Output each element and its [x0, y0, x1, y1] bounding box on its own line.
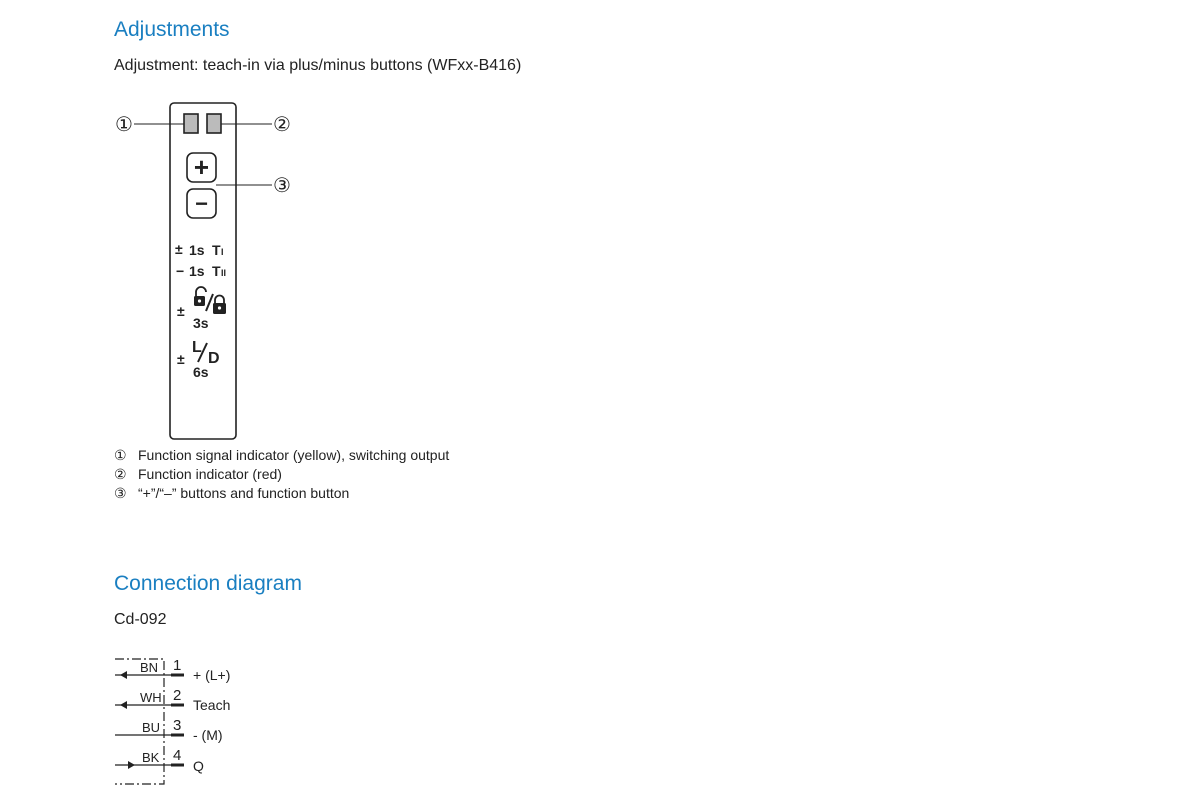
- connection-diagram: [110, 650, 250, 790]
- minus-button-label: −: [195, 191, 208, 216]
- ld-sign: ±: [177, 351, 185, 367]
- pin-signal: + (L+): [193, 667, 231, 683]
- arrow-in-icon: [128, 761, 135, 769]
- pin-signal: Q: [193, 758, 204, 774]
- callout-3: ③: [273, 175, 291, 197]
- wire-color: WH: [140, 690, 162, 705]
- legend-text: Function indicator (red): [138, 466, 282, 482]
- arrow-out-icon: [120, 701, 127, 709]
- pin-signal: Teach: [193, 697, 231, 713]
- teach-line-2-sign: −: [176, 263, 185, 279]
- device-diagram: [110, 95, 310, 445]
- callout-1: ①: [115, 114, 133, 136]
- legend-item: [114, 446, 449, 465]
- indicator-legend: [114, 446, 449, 503]
- ld-dark-label: D: [208, 350, 220, 367]
- function-led-indicator: [207, 114, 221, 133]
- connection-code: Cd-092: [114, 611, 167, 628]
- wire-color: BK: [142, 750, 160, 765]
- lock-time: 3s: [193, 315, 209, 331]
- ld-time: 6s: [193, 364, 209, 380]
- signal-led-indicator: [184, 114, 198, 133]
- legend-text: Function signal indicator (yellow), switching output: [138, 447, 450, 463]
- lock-sign: ±: [177, 303, 185, 319]
- legend-number: ③: [114, 485, 127, 501]
- legend-number: ②: [114, 466, 127, 482]
- pin-number: 3: [173, 717, 182, 734]
- plus-button-label: +: [193, 152, 210, 182]
- pin-signal: - (M): [193, 727, 223, 743]
- legend-number: ①: [114, 447, 127, 463]
- teach-line-1-sub: I: [221, 247, 224, 257]
- adjustments-subtitle: Adjustment: teach-in via plus/minus buttons (WFxx-B416): [114, 57, 522, 74]
- pin-number: 4: [173, 747, 182, 764]
- legend-text: “+”/“–” buttons and function button: [138, 485, 350, 501]
- teach-line-2-time: 1s: [189, 263, 205, 279]
- teach-line-2-target: T: [212, 263, 221, 279]
- wire-color: BU: [142, 720, 161, 735]
- pin-number: 2: [173, 687, 182, 704]
- teach-line-1-time: 1s: [189, 242, 205, 258]
- ld-light-label: L: [192, 339, 202, 356]
- arrow-out-icon: [120, 671, 127, 679]
- legend-item: [114, 484, 449, 503]
- connection-heading: Connection diagram: [114, 572, 302, 595]
- teach-line-1-sign: ±: [175, 241, 183, 257]
- callout-2: ②: [273, 114, 291, 136]
- wire-color: BN: [140, 660, 159, 675]
- legend-item: [114, 465, 449, 484]
- adjustments-heading: Adjustments: [114, 18, 230, 41]
- teach-line-1-target: T: [212, 242, 221, 258]
- pin-number: 1: [173, 657, 182, 674]
- teach-line-2-sub: II: [221, 268, 227, 278]
